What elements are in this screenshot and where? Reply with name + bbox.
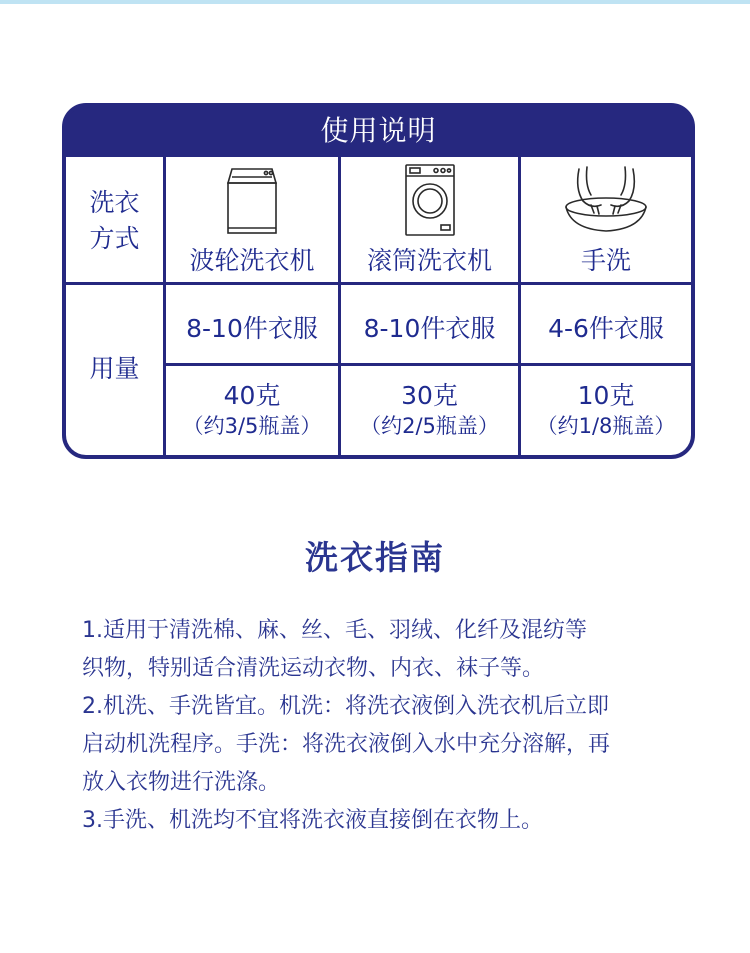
- wash-method-label-cell: [66, 157, 163, 282]
- wash-method-label-line2: 方式: [89, 224, 140, 253]
- machine-cell-hand-wash: [521, 157, 691, 282]
- clothes-count-cell-front-load: [341, 285, 518, 363]
- guide-line: 3.手洗、机洗均不宜将洗衣液直接倒在衣物上。: [82, 808, 543, 833]
- amount-top-load: 40克: [223, 381, 281, 410]
- machine-label-front-load: 滚筒洗衣机: [366, 246, 492, 275]
- top-accent-strip: [0, 0, 750, 4]
- clothes-count-cell-top-load: [166, 285, 338, 363]
- amount-cell-top-load: [166, 366, 338, 455]
- amount-hand-wash: 10克: [577, 381, 635, 410]
- front-load-washer-icon: [403, 161, 457, 241]
- amount-cell-hand-wash: [521, 366, 691, 455]
- guide-line: 1.适用于清洗棉、麻、丝、毛、羽绒、化纤及混纺等: [82, 618, 587, 643]
- top-load-washer-icon: [222, 161, 282, 239]
- laundry-guide-text: [82, 612, 692, 840]
- machine-cell-front-load: [341, 157, 518, 282]
- cap-ratio-top-load: （约3/5瓶盖）: [182, 414, 322, 438]
- cap-ratio-front-load: （约2/5瓶盖）: [360, 414, 499, 438]
- machine-label-top-load: 波轮洗衣机: [189, 246, 315, 275]
- clothes-count-hand-wash: 4-6件衣服: [548, 314, 664, 343]
- guide-line: 启动机洗程序。手洗：将洗衣液倒入水中充分溶解，再: [82, 732, 611, 757]
- usage-instructions-table: [62, 103, 695, 459]
- wash-method-label-line1: 洗衣: [89, 188, 140, 217]
- laundry-guide-title: 洗衣指南: [305, 538, 445, 577]
- usage-table-title: 使用说明: [320, 114, 437, 147]
- guide-line: 2.机洗、手洗皆宜。机洗：将洗衣液倒入洗衣机后立即: [82, 694, 609, 719]
- cap-ratio-hand-wash: （约1/8瓶盖）: [536, 414, 676, 438]
- machine-cell-top-load: [166, 157, 338, 282]
- guide-line: 放入衣物进行洗涤。: [82, 770, 281, 795]
- amount-cell-front-load: [341, 366, 518, 455]
- machine-label-hand-wash: 手洗: [580, 246, 631, 275]
- guide-line: 织物，特别适合清洗运动衣物、内衣、袜子等。: [82, 656, 545, 681]
- dosage-label-cell: [66, 285, 163, 455]
- amount-front-load: 30克: [401, 381, 458, 410]
- hand-wash-basin-icon: [561, 161, 651, 241]
- clothes-count-front-load: 8-10件衣服: [363, 314, 496, 343]
- clothes-count-top-load: 8-10件衣服: [186, 314, 318, 343]
- clothes-count-cell-hand-wash: [521, 285, 691, 363]
- dosage-label: 用量: [89, 354, 140, 383]
